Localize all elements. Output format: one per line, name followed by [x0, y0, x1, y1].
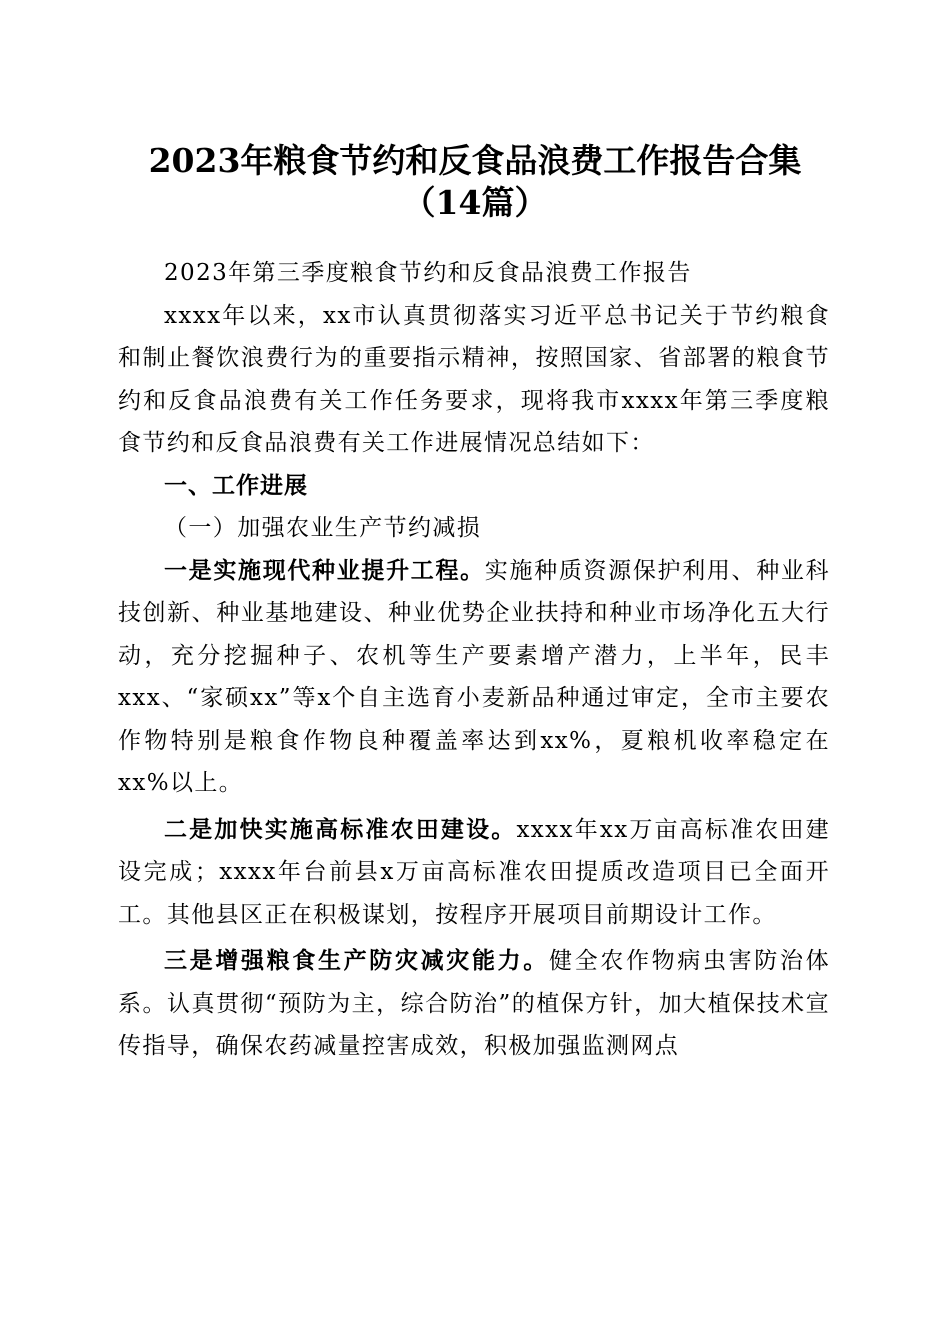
- document-title-line1: 2023年粮食节约和反食品浪费工作报告合集: [148, 141, 802, 180]
- report-title: 2023年第三季度粮食节约和反食品浪费工作报告: [164, 260, 692, 286]
- item-2-body: xxxx年xx万亩高标准农田建设完成；xxxx年台前县x万亩高标准农田提质改造项目已全面开工。其他县区正在积极谋划，按程序开展项目前期设计工作。: [118, 816, 830, 928]
- intro-paragraph: xxxx年以来，xx市认真贯彻落实习近平总书记关于节约粮食和制止餐饮浪费行为的重要指示精神，按照国家、省部署的粮食节约和反食品浪费有关工作任务要求，现将我市xxxx年第三季度粮食节约和反食品浪费有关工作进展情况总结如下：: [118, 302, 830, 456]
- document-body: [118, 252, 830, 1068]
- item-paragraph-2: [118, 809, 830, 937]
- document-title-line2: （14篇）: [402, 183, 548, 222]
- item-1-lead: 一是实施现代种业提升工程。: [164, 556, 485, 584]
- subsection-heading: （一）加强农业生产节约减损: [164, 515, 482, 541]
- item-1-body: 实施种质资源保护利用、种业科技创新、种业基地建设、种业优势企业扶持和种业市场净化五大行动，充分挖掘种子、农机等生产要素增产潜力，上半年，民丰xxx、“家硕xx”等x个自主选育小麦新品种通过审定，全市主要农作物特别是粮食作物良种覆盖率达到xx%，夏粮机收率稳定在xx%以上。: [118, 557, 830, 796]
- section-heading-work-progress: 一、工作进展: [164, 472, 308, 499]
- item-3-body: 健全农作物病虫害防治体系。认真贯彻“预防为主，综合防治”的植保方针，加大植保技术宣传指导，确保农药减量控害成效，积极加强监测网点: [118, 948, 831, 1059]
- item-2-lead: 二是加快实施高标准农田建设。: [164, 815, 517, 843]
- item-paragraph-3: [118, 940, 830, 1068]
- item-paragraph-1: [118, 550, 830, 805]
- item-3-lead: 三是增强粮食生产防灾减灾能力。: [164, 947, 549, 974]
